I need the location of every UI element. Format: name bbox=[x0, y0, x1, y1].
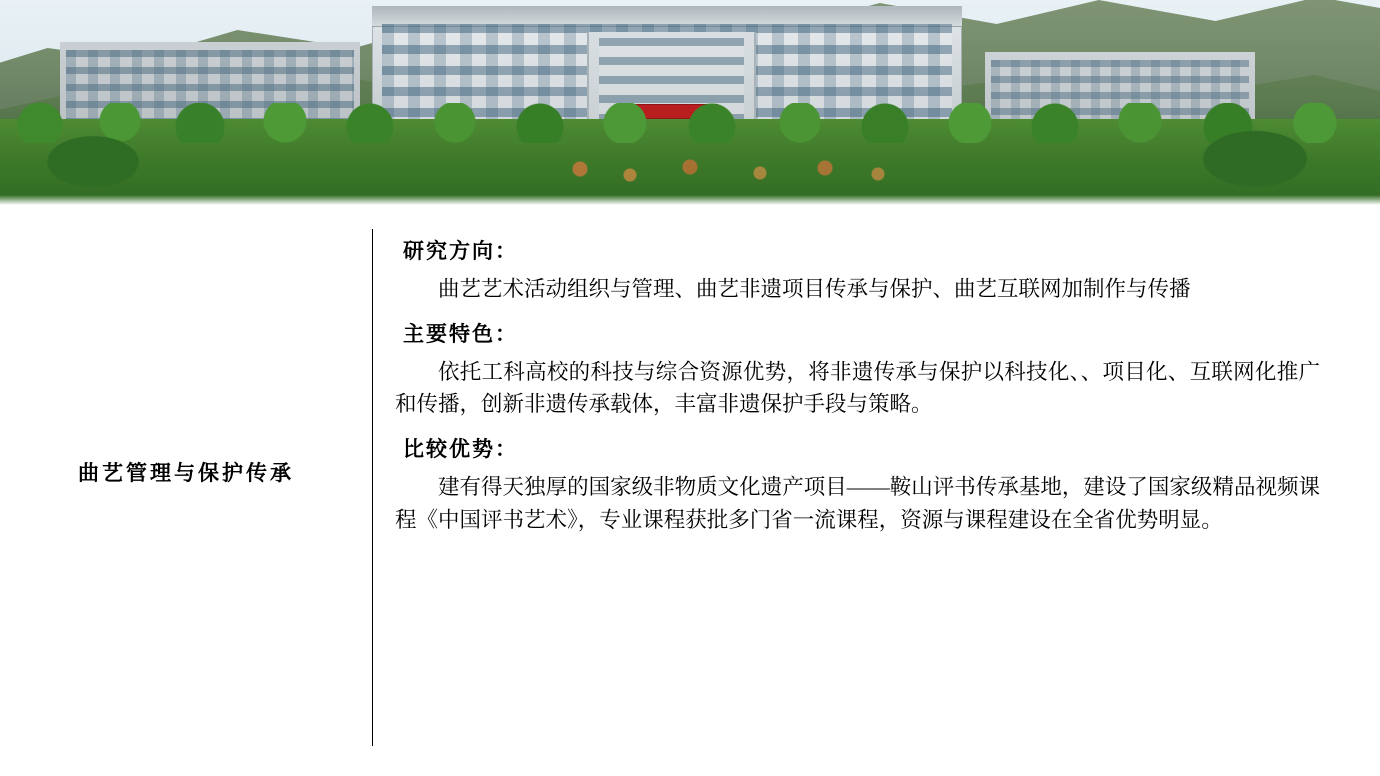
banner-bottom-fade bbox=[0, 195, 1380, 205]
flower-bed bbox=[560, 157, 900, 187]
section-heading: 比较优势： bbox=[403, 437, 518, 462]
body-column bbox=[373, 227, 1380, 546]
content-area bbox=[0, 205, 1380, 754]
section-heading: 研究方向： bbox=[403, 239, 518, 263]
section-comparative-advantage bbox=[373, 433, 1320, 536]
section-main-features bbox=[373, 318, 1320, 421]
palm-tree-right bbox=[1170, 109, 1340, 205]
section-research-direction bbox=[373, 235, 1320, 306]
row-title: 曲艺管理与保护传承 bbox=[78, 461, 294, 485]
section-body: 曲艺艺术活动组织与管理、曲艺非遗项目传承与保护、曲艺互联网加制作与传播 bbox=[438, 277, 1191, 301]
section-body: 建有得天独厚的国家级非物质文化遗产项目——鞍山评书传承基地，建设了国家级精品视频课程《中国评书艺术》，专业课程获批多门省一流课程，资源与课程建设在全省优势明显。 bbox=[395, 475, 1320, 532]
header-banner-image bbox=[0, 0, 1380, 205]
section-body: 依托工科高校的科技与综合资源优势，将非遗传承与保护以科技化、、项目化、互联网化推广和传播，创新非遗传承载体，丰富非遗保护手段与策略。 bbox=[395, 359, 1320, 417]
section-heading: 主要特色： bbox=[403, 321, 518, 346]
palm-tree-left bbox=[18, 109, 168, 205]
